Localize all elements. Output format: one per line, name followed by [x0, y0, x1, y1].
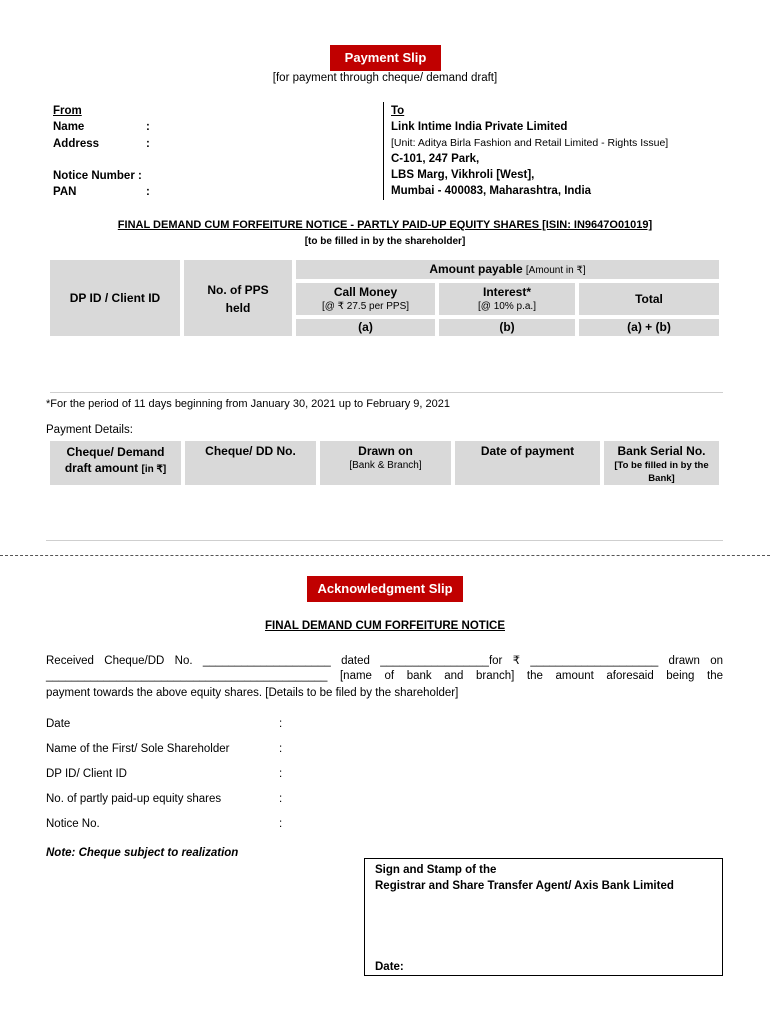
sign-box-line-1: Sign and Stamp of the [375, 864, 497, 876]
payment-slip-subtitle: [for payment through cheque/ demand draft] [272, 72, 498, 84]
address-colon: : [146, 138, 150, 150]
call-money-header [296, 283, 435, 315]
name-colon: : [146, 121, 150, 133]
to-address-line-1: C-101, 247 Park, [391, 153, 480, 165]
amount-table-fill-line [50, 392, 723, 393]
call-money-rate: [@ ₹ 27.5 per PPS] [321, 301, 410, 312]
field-notice-label: Notice No. [46, 818, 100, 830]
pps-header [184, 260, 292, 336]
from-heading: From [53, 105, 82, 117]
dp-id-header: DP ID / Client ID [50, 260, 180, 336]
amount-payable-header [296, 260, 719, 279]
field-shareholder-label: Name of the First/ Sole Shareholder [46, 743, 230, 755]
drawn-on-sub: [Bank & Branch] [349, 460, 422, 471]
bank-serial-label: Bank Serial No. [617, 444, 706, 458]
payment-slip-badge: Payment Slip [330, 45, 441, 71]
to-company: Link Intime India Private Limited [391, 121, 568, 133]
pps-header-line-2: held [225, 301, 251, 315]
cheque-note: Note: Cheque subject to realization [46, 847, 239, 859]
footnote: *For the period of 11 days beginning from January 30, 2021 up to February 9, 2021 [46, 398, 450, 410]
cheque-no-header: Cheque/ DD No. [185, 441, 316, 485]
interest-header [439, 283, 575, 315]
field-notice-colon: : [279, 818, 283, 830]
total-header: Total [579, 283, 719, 315]
amount-unit-label: [Amount in ₹] [525, 265, 586, 276]
cheque-amount-header [50, 441, 181, 485]
cheque-amount-line-2: draft amount [64, 461, 139, 475]
drawn-on-header [320, 441, 451, 485]
field-dpid-label: DP ID/ Client ID [46, 768, 127, 780]
ack-slip-badge: Acknowledgment Slip [307, 576, 463, 602]
interest-rate: [@ 10% p.a.] [478, 301, 536, 312]
address-label: Address [53, 138, 100, 150]
col-ab-label: (a) + (b) [579, 319, 719, 336]
ack-title: FINAL DEMAND CUM FORFEITURE NOTICE [264, 620, 505, 632]
payment-table-fill-line [46, 540, 723, 541]
pps-header-line-1: No. of PPS [207, 283, 269, 297]
notice-subtitle: [to be filled in by the shareholder] [304, 236, 466, 247]
field-shares-colon: : [279, 793, 283, 805]
notice-number-label: Notice Number : [53, 170, 142, 182]
to-heading: To [391, 105, 405, 117]
to-address-line-2: LBS Marg, Vikhroli [West], [391, 169, 535, 181]
from-to-divider [383, 102, 384, 200]
bank-serial-sub-1: [To be filled in by the [614, 460, 709, 471]
bank-serial-sub-2: Bank] [648, 473, 675, 484]
date-of-payment-header: Date of payment [455, 441, 600, 485]
pan-label: PAN [53, 186, 77, 198]
sign-stamp-box [364, 858, 723, 976]
cheque-amount-line-1: Cheque/ Demand [66, 445, 165, 459]
field-shareholder-colon: : [279, 743, 283, 755]
ack-paragraph-line-3: payment towards the above equity shares. [Details to be filed by the shareholder] [46, 687, 459, 699]
to-address-line-3: Mumbai - 400083, Maharashtra, India [391, 185, 592, 197]
field-dpid-colon: : [279, 768, 283, 780]
call-money-label: Call Money [333, 285, 398, 299]
drawn-on-label: Drawn on [358, 444, 413, 458]
ack-paragraph-line-1: Received Cheque/DD No. ____________________ dated _________________for ₹ ____________________ drawn on [46, 655, 723, 667]
bank-serial-header [604, 441, 719, 485]
sign-box-date: Date: [375, 961, 404, 973]
field-shares-label: No. of partly paid-up equity shares [46, 793, 222, 805]
cheque-amount-unit: [in ₹] [141, 464, 167, 475]
field-date-colon: : [279, 718, 283, 730]
notice-title: FINAL DEMAND CUM FORFEITURE NOTICE - PARTLY PAID-UP EQUITY SHARES [ISIN: IN9647O01019] [117, 219, 653, 231]
ack-paragraph-line-2: ____________________________________________ [name of bank and branch] the amount aforesaid being the [46, 670, 723, 682]
amount-payable-label: Amount payable [429, 262, 523, 276]
interest-label: Interest* [482, 285, 532, 299]
pan-colon: : [146, 186, 150, 198]
col-b-label: (b) [439, 319, 575, 336]
field-date-label: Date [46, 718, 71, 730]
col-a-label: (a) [296, 319, 435, 336]
payment-details-label: Payment Details: [46, 424, 133, 436]
to-unit: [Unit: Aditya Birla Fashion and Retail Limited - Rights Issue] [391, 137, 669, 149]
name-label: Name [53, 121, 85, 133]
cut-line [0, 555, 770, 556]
sign-box-line-2: Registrar and Share Transfer Agent/ Axis Bank Limited [375, 880, 674, 892]
